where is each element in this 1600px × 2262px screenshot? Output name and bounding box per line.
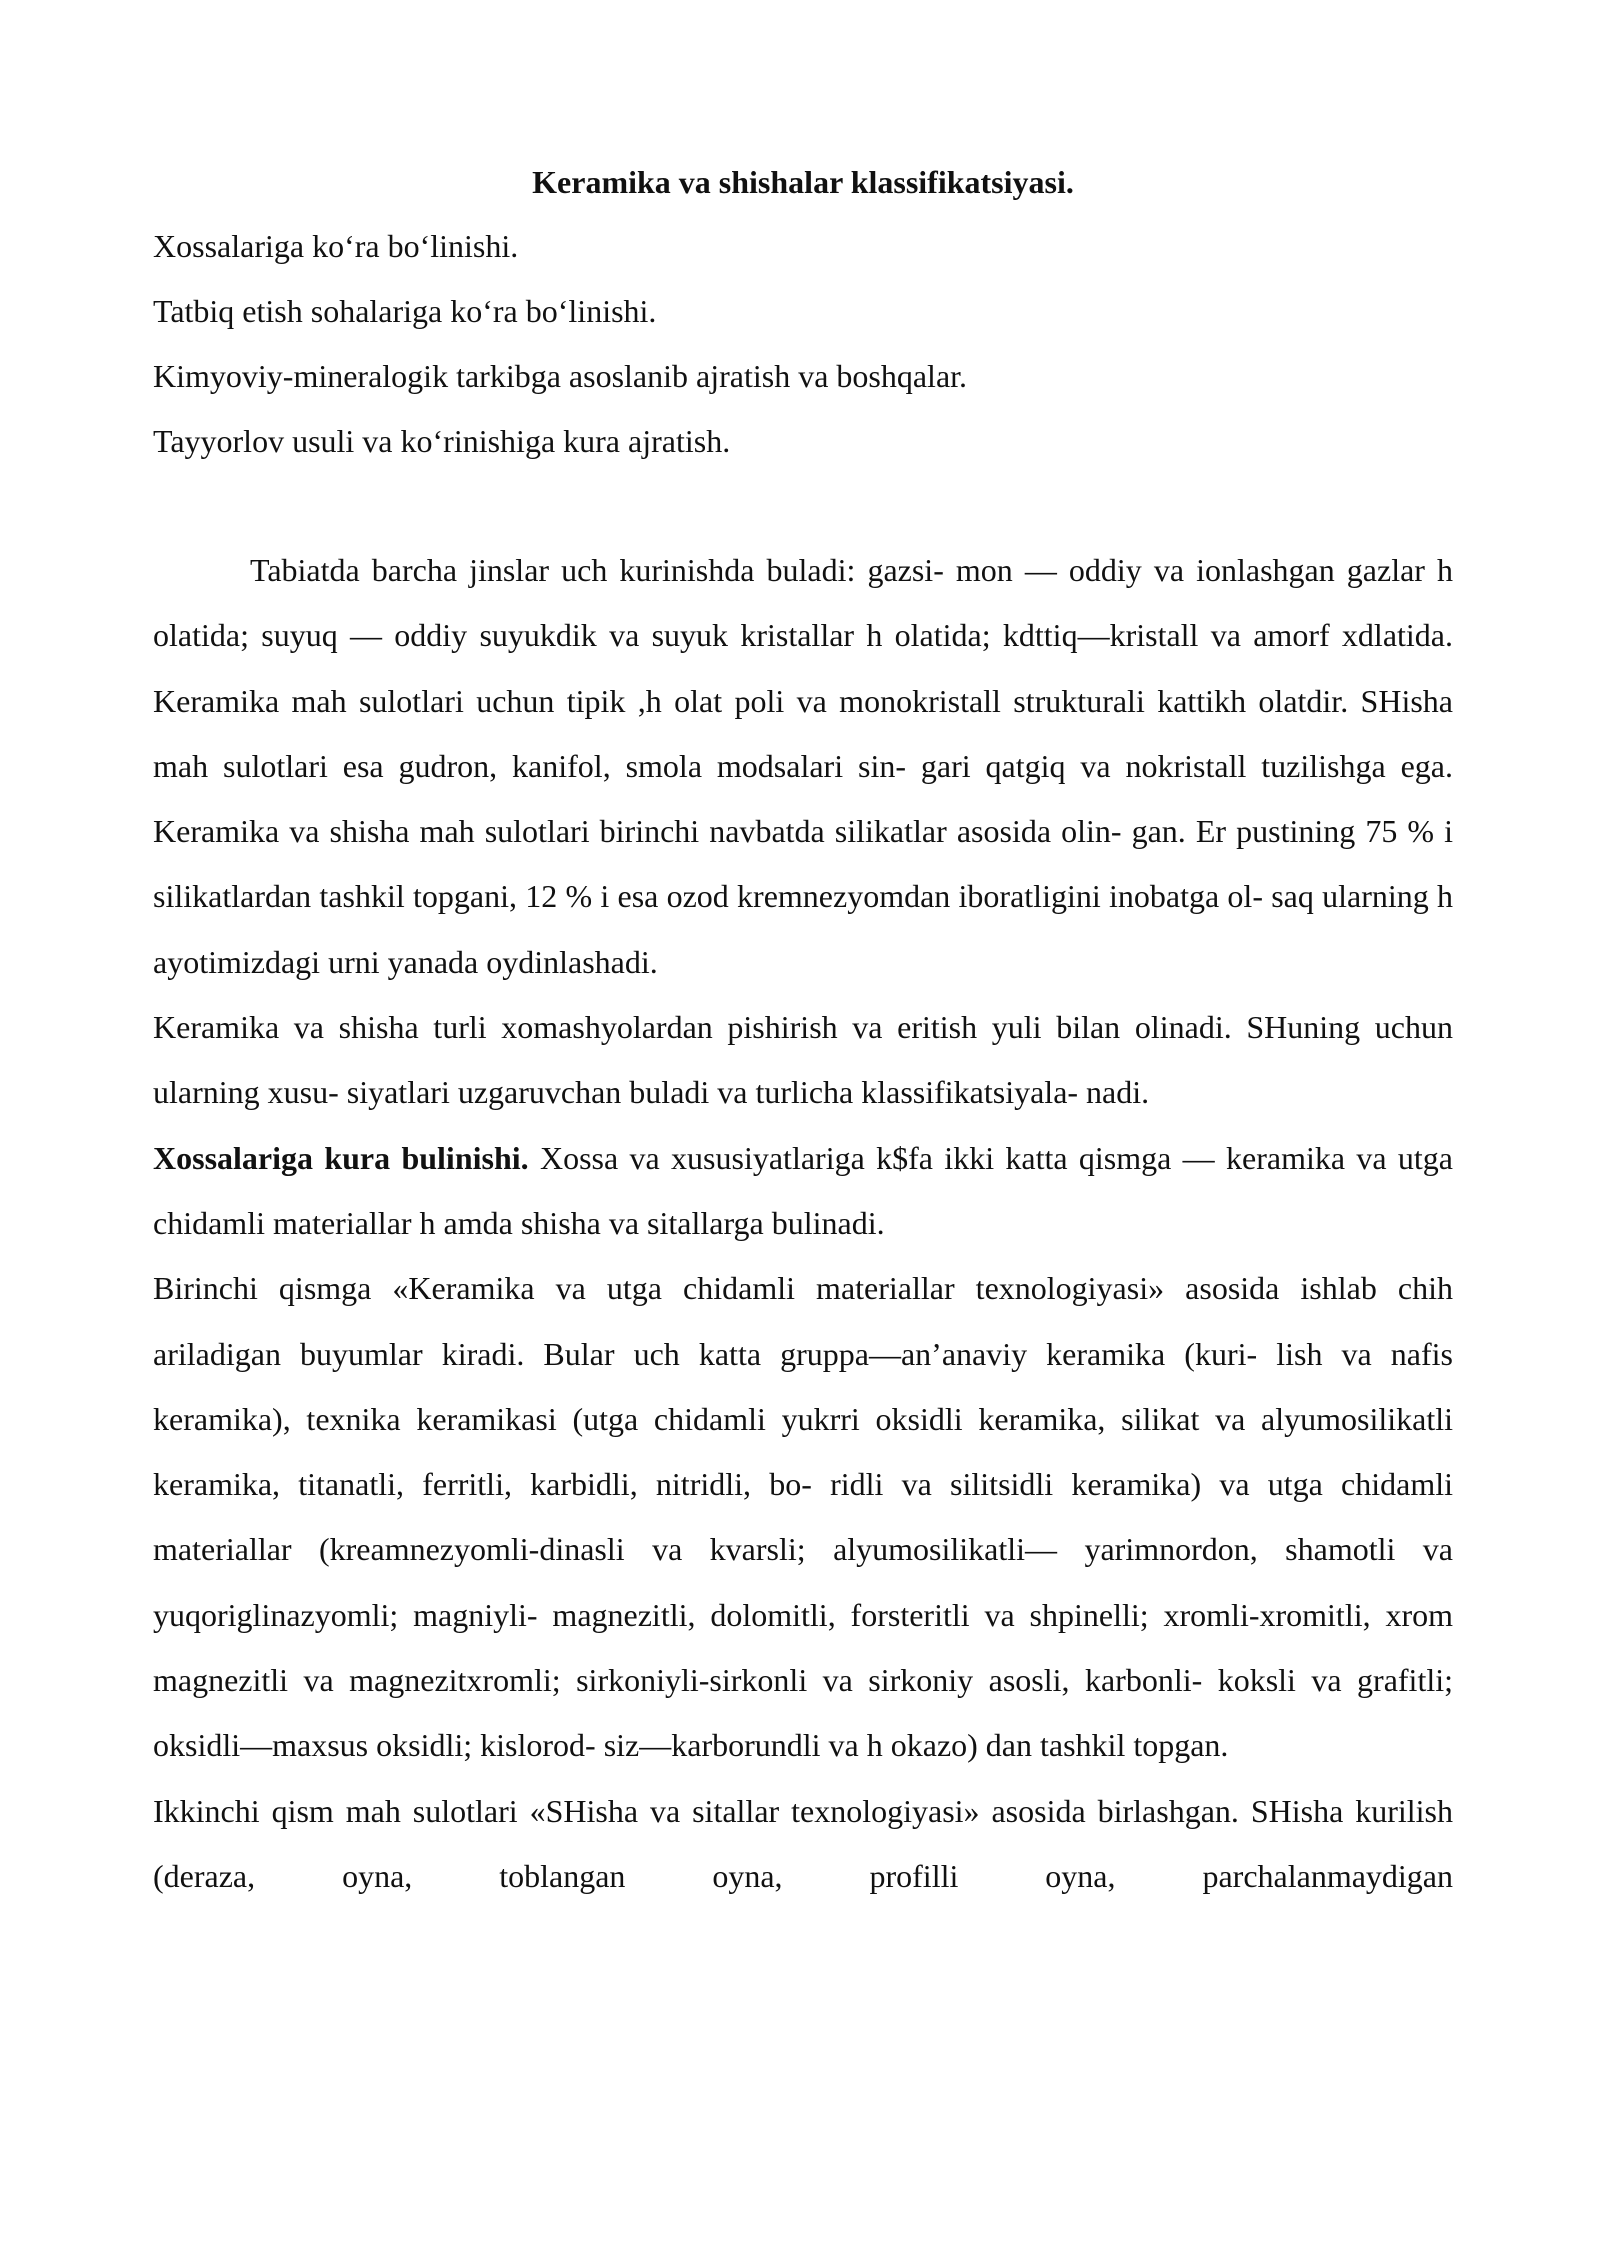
list-item-4: Tayyorlov usuli va ko‘rinishiga kura ajratish. <box>153 423 731 459</box>
list-item-1: Xossalariga ko‘ra bo‘linishi. <box>153 228 519 264</box>
paragraph-heading: Xossalariga kura bulinishi. <box>153 1139 529 1176</box>
paragraph-first-part: Birinchi qismga «Keramika va utga chidamli materiallar texnologiyasi» asosida ishlab chih ariladigan buyumlar kiradi. Bular uch katta gruppa—an’anaviy keramika (kuri- lish va nafis keramika), texnika keramikasi (utga chidamli yukrri oksidli keramika, silikat va alyumosilikatli keramika, titanatli, ferritli, karbidli, nitridli, bo- ridli va silitsidli keramika) va utga chidamli materiallar (kreamnezyomli-dinasli va kvarsli; alyumosilikatli— yarimnordon, shamotli va yuqoriglinazyomli; magniyli- magnezitli, dolomitli, forsteritli va shpinelli; xromli-xromitli, xrom magnezitli va magnezitxromli; sirkoniyli-sirkonli va sirkoniy asosli, karbonli- koksli va grafitli; oksidli—maxsus oksidli; kislorod- siz—karborundli va h okazo) dan tashkil topgan. <box>153 1270 1453 1764</box>
paragraph-nature-states: Tabiatda barcha jinslar uch kurinishda buladi: gazsi- mon — oddiy va ionlashgan gazlar h olatida; suyuq — oddiy suyukdik va suyuk kristallar h olatida; kdttiq—kristall va amorf xdlatida. Keramika mah sulotlari uchun tipik ,h olat poli va monokristall strukturali kattikh olatdir. SHisha mah sulotlari esa gudron, kanifol, smola modsalari sin- gari qatgiq va nokristall tuzilishga ega. Keramika va shisha mah sulotlari birinchi navbatda silikatlar asosida olin- gan. Er pustining 75 % i silikatlardan tashkil topgani, 12 % i esa ozod kremnezyomdan iboratligini inobatga ol- saq ularning h ayotimizdagi urni yanada oydinlashadi. <box>153 552 1453 980</box>
paragraph-text: Xossa va xususiyatlariga k$fa ikki katta qismga — keramika va utga chidamli materiallar h amda shisha va sitallarga bulinadi. <box>153 1139 1454 1241</box>
list-item-2: Tatbiq etish sohalariga ko‘ra bo‘linishi. <box>153 293 657 329</box>
paragraph-classification-by-properties <box>153 1126 1453 1257</box>
paragraph-spacer <box>153 474 1453 538</box>
list-item-3: Kimyoviy-mineralogik tarkibga asoslanib ajratish va boshqalar. <box>153 358 968 394</box>
paragraph-second-part: Ikkinchi qism mah sulotlari «SHisha va sitallar texnologiyasi» asosida birlashgan. SHisha kurilish (deraza, oyna, toblangan oyna, profilli oyna, parchalanmaydigan <box>153 1792 1453 1894</box>
document-title: Keramika va shishalar klassifikatsiyasi. <box>532 164 1074 200</box>
document-body <box>153 150 1453 1909</box>
paragraph-production: Keramika va shisha turli xomashyolardan pishirish va eritish yuli bilan olinadi. SHuning uchun ularning xusu- siyatlari uzgaruvchan buladi va turlicha klassifikatsiyala- nadi. <box>153 1009 1453 1111</box>
